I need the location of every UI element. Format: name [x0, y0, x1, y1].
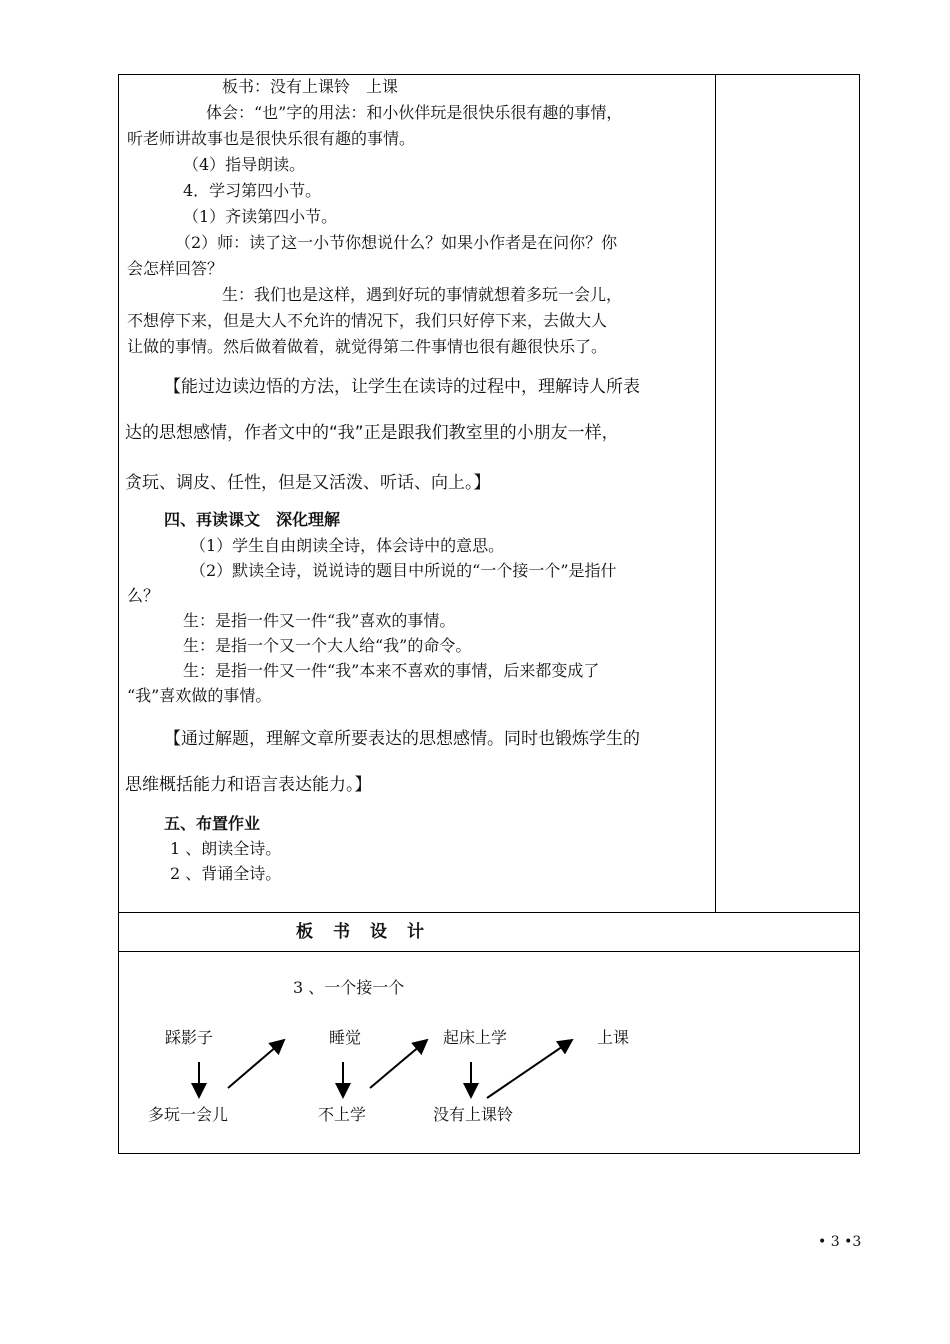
- section-heading: 五、布置作业: [164, 814, 261, 833]
- teaching-note: 【能过边读边悟的方法，让学生在读诗的过程中，理解诗人所表: [164, 377, 640, 397]
- text-line: 听老师讲故事也是很快乐很有趣的事情。: [127, 129, 416, 148]
- text-line: （2）师：读了这一小节你想说什么？如果小作者是在问你？你: [175, 233, 618, 252]
- up-arrow: [228, 1040, 284, 1088]
- text-line: 生：是指一件又一件“我”本来不喜欢的事情，后来都变成了: [183, 661, 600, 680]
- teaching-note: 贪玩、调皮、任性，但是又活泼、听话、向上。】: [125, 473, 491, 493]
- board-node: 起床上学: [443, 1028, 508, 1047]
- text-line: （2）默读全诗，说说诗的题目中所说的“一个接一个”是指什: [190, 561, 617, 580]
- text-line: 生：我们也是这样，遇到好玩的事情就想着多玩一会儿，: [222, 285, 623, 304]
- text-line: 生：是指一件又一件“我”喜欢的事情。: [183, 611, 456, 630]
- board-node: 睡觉: [329, 1028, 362, 1047]
- board-node: 没有上课铃: [433, 1105, 514, 1124]
- board-node: 多玩一会儿: [148, 1105, 229, 1124]
- board-design-heading: 板书设计: [296, 922, 444, 942]
- text-line: 1 、朗读全诗。: [170, 839, 282, 858]
- page-number: • 3 •3: [818, 1234, 862, 1250]
- teaching-note: 达的思想感情，作者文中的“我”正是跟我们教室里的小朋友一样，: [125, 423, 619, 443]
- up-arrow: [487, 1040, 572, 1098]
- text-line: （1）齐读第四小节。: [183, 207, 338, 226]
- board-title: 3 、一个接一个: [293, 978, 405, 997]
- text-line: 体会：“也”字的用法：和小伙伴玩是很快乐很有趣的事情，: [206, 103, 623, 122]
- text-line: （4）指导朗读。: [183, 155, 306, 174]
- text-line: （1）学生自由朗读全诗，体会诗中的意思。: [190, 536, 505, 555]
- section-heading: 四、再读课文 深化理解: [164, 510, 341, 529]
- teaching-note: 思维概括能力和语言表达能力。】: [125, 775, 372, 795]
- text-line: 生：是指一个又一个大人给“我”的命令。: [183, 636, 472, 655]
- text-line: 2 、背诵全诗。: [170, 864, 282, 883]
- text-line: 不想停下来，但是大人不允许的情况下，我们只好停下来，去做大人: [127, 311, 608, 330]
- board-node: 上课: [597, 1028, 630, 1047]
- text-line: 4．学习第四小节。: [183, 181, 322, 200]
- text-line: 板书：没有上课铃 上课: [222, 77, 399, 96]
- text-line: “我”喜欢做的事情。: [127, 686, 272, 705]
- teaching-note: 【通过解题，理解文章所要表达的思想感情。同时也锻炼学生的: [164, 729, 640, 749]
- text-line: 会怎样回答？: [127, 259, 224, 278]
- board-node: 踩影子: [165, 1028, 214, 1047]
- up-arrow: [370, 1040, 427, 1088]
- text-line: 么？: [127, 586, 160, 605]
- board-node: 不上学: [318, 1105, 367, 1124]
- text-line: 让做的事情。然后做着做着，就觉得第二件事情也很有趣很快乐了。: [127, 337, 608, 356]
